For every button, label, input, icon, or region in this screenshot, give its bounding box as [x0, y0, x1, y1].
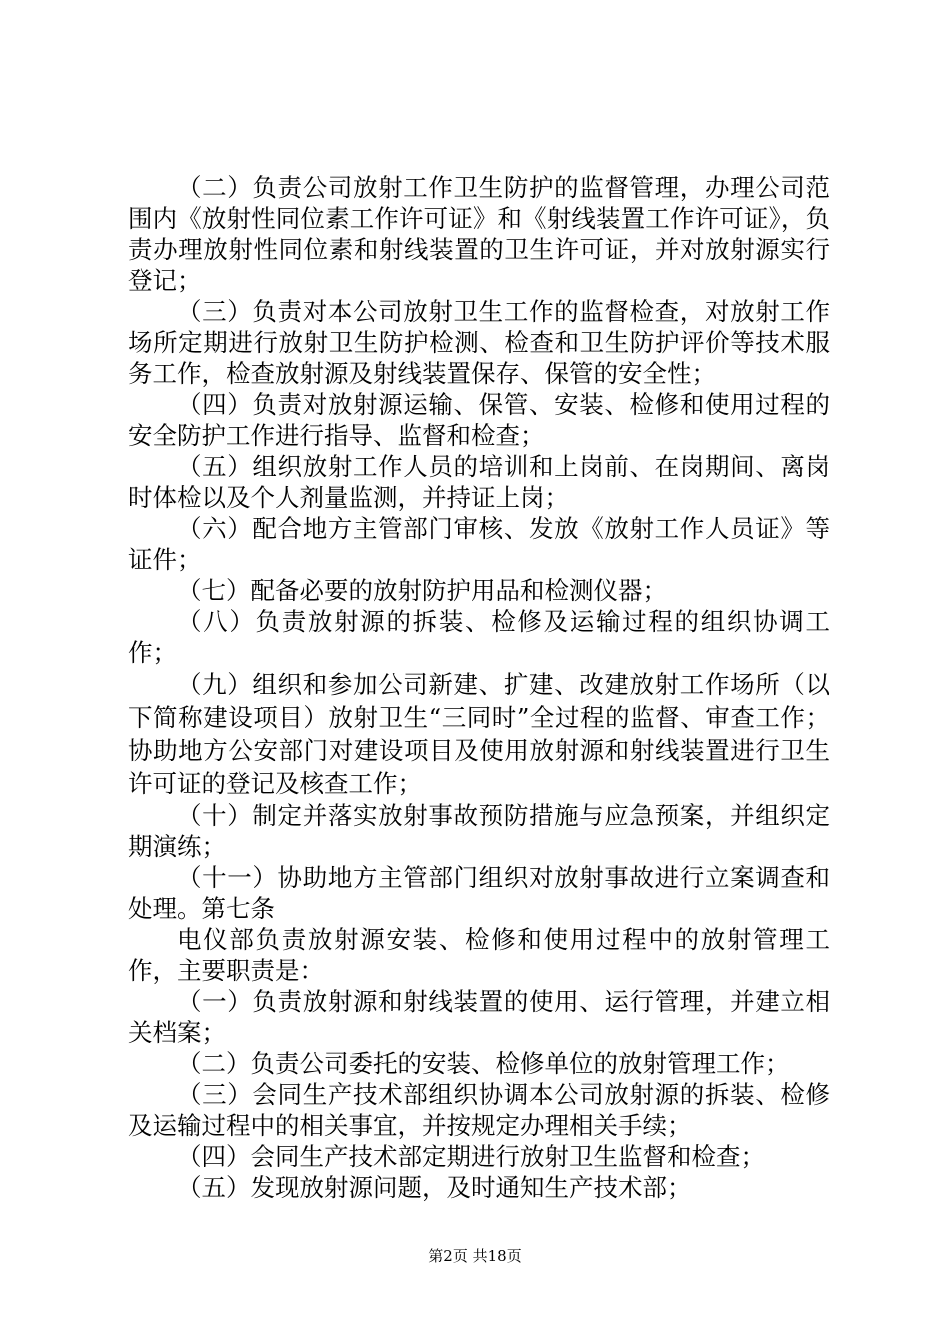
paragraph-6: （六）配合地方主管部门审核、发放《放射工作人员证》等证件； [128, 514, 830, 574]
paragraph-2: （二）负责公司放射工作卫生防护的监督管理，办理公司范围内《放射性同位素工作许可证》和《射线装置工作许可证》，负责办理放射性同位素和射线装置的卫生许可证，并对放射源实行登记； [128, 173, 830, 295]
paragraph-5: （五）组织放射工作人员的培训和上岗前、在岗期间、离岗时体检以及个人剂量监测，并持证上岗； [128, 452, 830, 512]
paragraph-10: （十）制定并落实放射事故预防措施与应急预案，并组织定期演练； [128, 801, 830, 861]
document-body [128, 172, 830, 1203]
paragraph-3: （三）负责对本公司放射卫生工作的监督检查，对放射工作场所定期进行放射卫生防护检测、检查和卫生防护评价等技术服务工作，检查放射源及射线装置保存、保管的安全性； [128, 297, 830, 388]
paragraph-duty-4: （四）会同生产技术部定期进行放射卫生监督和检查； [177, 1142, 765, 1171]
paragraph-9: （九）组织和参加公司新建、扩建、改建放射工作场所（以下简称建设项目）放射卫生“三同时”全过程的监督、审查工作；协助地方公安部门对建设项目及使用放射源和射线装置进行卫生许可证的登记及核查工作； [128, 670, 830, 798]
paragraph-article-7: 电仪部负责放射源安装、检修和使用过程中的放射管理工作，主要职责是： [128, 925, 830, 985]
paragraph-duty-2: （二）负责公司委托的安装、检修单位的放射管理工作； [177, 1049, 790, 1078]
paragraph-4: （四）负责对放射源运输、保管、安装、检修和使用过程的安全防护工作进行指导、监督和检查； [128, 390, 830, 450]
paragraph-11: （十一）协助地方主管部门组织对放射事故进行立案调查和处理。第七条 [128, 863, 830, 923]
paragraph-duty-5: （五）发现放射源问题，及时通知生产技术部； [177, 1173, 692, 1202]
paragraph-duty-1: （一）负责放射源和射线装置的使用、运行管理，并建立相关档案； [128, 987, 830, 1047]
paragraph-8: （八）负责放射源的拆装、检修及运输过程的组织协调工作； [128, 607, 830, 667]
paragraph-7: （七）配备必要的放射防护用品和检测仪器； [177, 576, 667, 605]
paragraph-duty-3: （三）会同生产技术部组织协调本公司放射源的拆装、检修及运输过程中的相关事宜，并按规定办理相关手续； [128, 1080, 830, 1140]
page-number-footer: 第2页 共18页 [428, 1247, 522, 1265]
